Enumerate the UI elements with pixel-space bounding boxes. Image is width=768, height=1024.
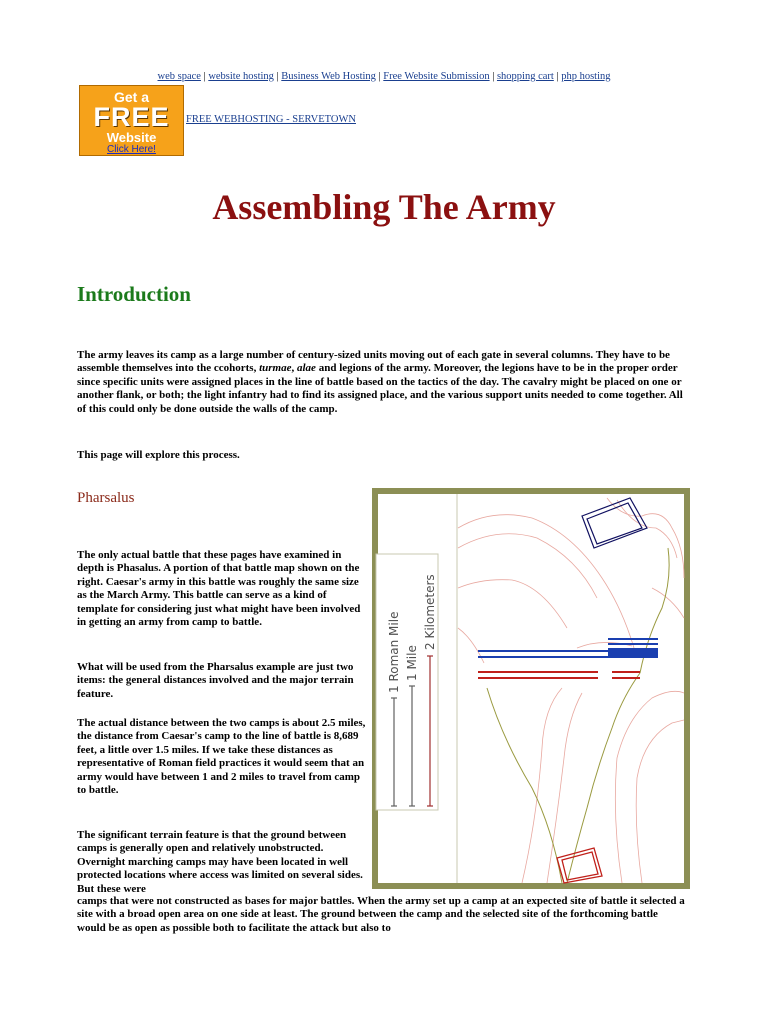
pharsalus-paragraph-4: The significant terrain feature is that the ground between camps is generally open and relatively unobstructed. Overnight marching camps may have been located in well protected locations where access was limited on several sides. But these were xyxy=(77,829,363,895)
link-separator: | xyxy=(375,71,384,82)
top-link[interactable]: shopping cart xyxy=(496,71,554,82)
pharsalus-heading: Pharsalus xyxy=(77,490,135,506)
scale-label-mile: 1 Mile xyxy=(405,645,419,681)
intro-term-alae: alae xyxy=(297,362,316,375)
link-separator: | xyxy=(273,71,282,82)
badge-line-3: Website xyxy=(106,130,157,145)
badge-click-here[interactable]: Click Here! xyxy=(107,144,156,155)
intro-term-turmae: turmae xyxy=(259,362,292,375)
badge-line-2: FREE xyxy=(93,102,170,132)
top-link[interactable]: php hosting xyxy=(561,71,611,82)
introduction-heading: Introduction xyxy=(77,282,191,306)
badge-line-1: Get a xyxy=(113,89,149,105)
top-link[interactable]: web space xyxy=(157,71,201,82)
pharsalus-paragraph-2: What will be used from the Pharsalus example are just two items: the general distances involved and the major terrain feature. xyxy=(77,661,354,700)
top-link[interactable]: Free Website Submission xyxy=(383,71,490,82)
scale-label-roman-mile: 1 Roman Mile xyxy=(387,611,401,693)
free-website-badge[interactable] xyxy=(79,85,184,156)
top-link[interactable]: website hosting xyxy=(208,71,274,82)
continuation-paragraph: camps that were not constructed as bases for major battles. When the army set up a camp at an expected site of battle it selected a site with a broad open area on one side at least. The ground between the camp and the selected site of the forthcoming battle would be as open as possible both to facilitate the attack but also to xyxy=(77,895,685,934)
pharsalus-paragraph-1: The only actual battle that these pages have examined in depth is Phasalus. A portion of that battle map shown on the right. Caesar's army in this battle was roughly the same size as the March Army. This battle can serve as a kind of template for considering just what might have been involved in getting an army from camp to battle. xyxy=(77,549,361,629)
pharsalus-paragraph-3: The actual distance between the two camps is about 2.5 miles, the distance from Caesar's camp to the line of battle is 8,689 feet, a little over 1.5 miles. If we take these distances as representative of Roman field practices it would seem that an army would have between 1 and 2 miles to travel from camp to battle. xyxy=(77,717,366,797)
page-title: Assembling The Army xyxy=(212,187,556,227)
top-link-bar xyxy=(0,71,768,82)
link-separator: | xyxy=(553,71,562,82)
intro-text-after: and legions of the army. Moreover, the legions have to be in the proper order since specific units were assigned places in the line of battle based on the tactics of the day. The cavalry might be placed on one or another flank, or both; the light infantry had to find its assigned place, and the various support units needed to come together. All of this could only be done outside the walls of the camp. xyxy=(77,362,683,415)
link-separator: | xyxy=(200,71,209,82)
explore-paragraph: This page will explore this process. xyxy=(77,449,240,461)
link-separator: | xyxy=(489,71,497,82)
top-link[interactable]: Business Web Hosting xyxy=(281,71,376,82)
free-webhosting-link[interactable]: FREE WEBHOSTING - SERVETOWN xyxy=(186,114,356,125)
pharsalus-battle-map xyxy=(372,488,690,889)
scale-label-kilometers: 2 Kilometers xyxy=(423,574,437,650)
intro-comma: , xyxy=(291,362,297,375)
intro-paragraph xyxy=(77,349,689,416)
intro-text-before: The army leaves its camp as a large number of century-sized units moving out of each gate in several columns. They have to be assemble themselves into the ccohorts, xyxy=(77,349,670,375)
